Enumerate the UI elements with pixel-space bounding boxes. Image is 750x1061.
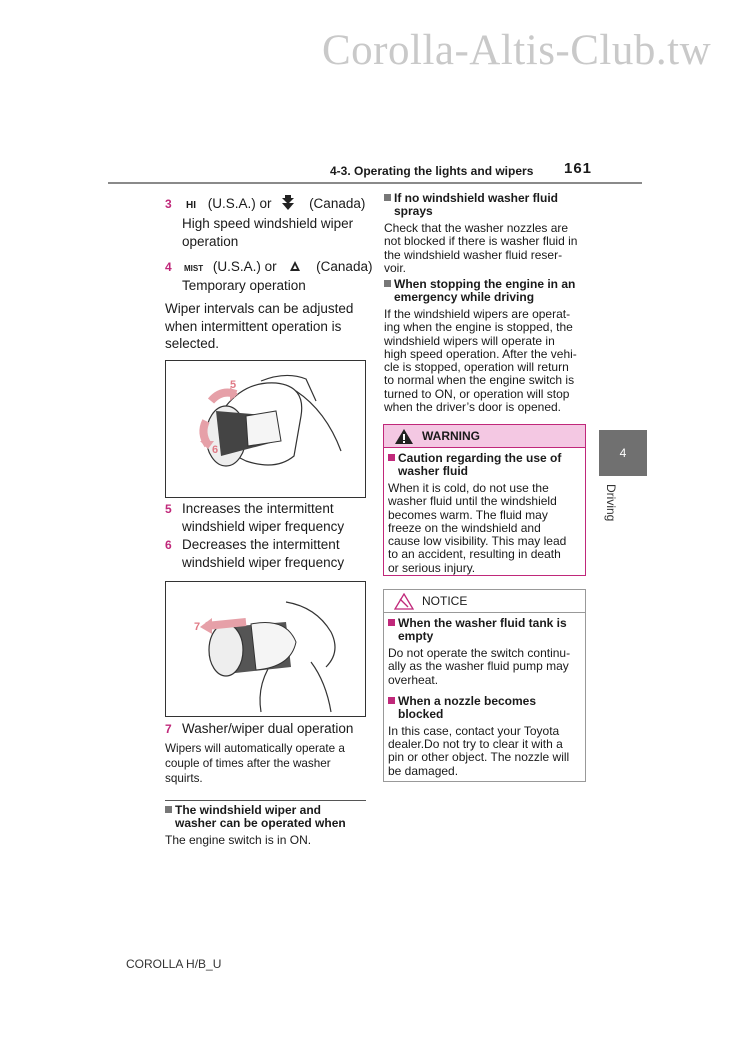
section-title: 4-3. Operating the lights and wipers — [330, 164, 534, 178]
warning-header — [384, 425, 585, 448]
bullet-square — [388, 454, 395, 461]
section-rule — [165, 800, 366, 801]
hi-symbol: HI — [186, 200, 196, 211]
hand-lever-drawing — [166, 361, 365, 497]
fig-label-6: 6 — [212, 444, 219, 456]
chapter-number: 4 — [619, 446, 627, 460]
stopping-heading: When stopping the engine in an emergency while driving — [384, 278, 575, 304]
notice-nozzle-heading: When a nozzle becomes blocked — [384, 687, 585, 721]
header-rule — [108, 182, 642, 184]
notice-box — [383, 589, 586, 782]
page-number: 161 — [564, 160, 593, 177]
hand-lever-pull-drawing — [166, 582, 365, 716]
wiper-adjust-illustration — [165, 360, 366, 498]
item-line: Increases the intermittent — [182, 501, 334, 516]
item-3-canada: (Canada) — [309, 196, 366, 211]
item-line: Decreases the intermittent — [182, 537, 340, 552]
fast-wiper-icon — [281, 195, 295, 211]
item-6-text — [182, 536, 344, 571]
bullet-square — [388, 697, 395, 704]
item-number: 7 — [165, 722, 172, 736]
item-line: windshield wiper frequency — [182, 554, 345, 570]
notice-title: NOTICE — [422, 594, 468, 608]
paragraph-line: selected. — [165, 336, 220, 351]
item-3-desc-1: High speed windshield wiper — [182, 216, 354, 231]
mist-triangle-icon — [289, 260, 301, 272]
notice-tank-heading: When the washer fluid tank is empty — [384, 613, 585, 643]
item-line: windshield wiper frequency — [182, 518, 345, 534]
washer-illustration — [165, 581, 366, 717]
bullet-square — [384, 194, 391, 201]
note-line: squirts. — [165, 772, 203, 785]
note-line: couple of times after the washer — [165, 757, 331, 770]
no-fluid-text: Check that the washer nozzles are not blocked if there is washer fluid in the windshield washer fluid reser- voir. — [384, 221, 578, 275]
notice-tank-text: Do not operate the switch continu- ally as the washer fluid pump may overheat. — [388, 646, 571, 687]
warning-box — [383, 424, 586, 576]
operated-text: The engine switch is in ON. — [165, 833, 312, 847]
fig-label-5: 5 — [230, 379, 237, 391]
item-number: 3 — [165, 197, 172, 211]
bullet-square — [384, 280, 391, 287]
stopping-text: If the windshield wipers are operat- ing when the engine is stopped, the windshield wipers will operate in high speed operation. After the vehi- cle is stopped, operation will return to normal when the engine switch is turned to ON, or operation will stop when the driver’s door is opened. — [384, 307, 577, 415]
bullet-square — [165, 806, 172, 813]
chapter-tab — [599, 430, 647, 476]
warning-triangle-icon — [394, 428, 414, 445]
item-3-usa: (U.S.A.) or — [207, 196, 272, 211]
mist-symbol: MIST — [184, 264, 204, 273]
notice-triangle-icon — [394, 593, 414, 610]
item-4-line — [182, 258, 372, 278]
footer-model-code: COROLLA H/B_U — [126, 957, 222, 971]
item-number: 4 — [165, 260, 172, 274]
item-4-desc: Temporary operation — [182, 278, 306, 293]
watermark: Corolla-Altis-Club.tw — [322, 27, 712, 74]
notice-header — [384, 590, 585, 613]
notice-nozzle-text: In this case, contact your Toyota dealer.Do not try to clear it with a pin or other object. The nozzle will be damaged. — [388, 723, 570, 778]
interval-paragraph — [165, 300, 365, 353]
fig-label-7: 7 — [194, 621, 201, 633]
item-4-canada: (Canada) — [316, 259, 373, 274]
no-fluid-heading: If no windshield washer fluid sprays — [384, 192, 558, 218]
item-number: 5 — [165, 502, 172, 516]
paragraph-line: when intermittent operation is — [165, 318, 342, 334]
warning-title: WARNING — [422, 429, 480, 443]
warning-subheading: Caution regarding the use of washer fluid — [384, 448, 585, 478]
item-3-desc-2: operation — [182, 234, 239, 249]
warning-text: When it is cold, do not use the washer fluid until the windshield becomes warm. The fluid may freeze on the windshield and cause low visibility. This may lead to an accident, resulting in death or serious injury. — [388, 481, 567, 575]
chapter-label-text: Driving — [604, 484, 618, 522]
item-4-usa: (U.S.A.) or — [212, 259, 277, 274]
item-7-text: Washer/wiper dual operation — [182, 721, 354, 736]
item-number: 6 — [165, 538, 172, 552]
item-5-text — [182, 500, 344, 535]
chapter-label — [596, 484, 620, 534]
bullet-square — [388, 619, 395, 626]
note-line: Wipers will automatically operate a — [165, 742, 345, 755]
item-3-line — [182, 195, 365, 215]
item-7-note — [165, 741, 345, 786]
paragraph-line: Wiper intervals can be adjusted — [165, 301, 354, 316]
operated-heading: The windshield wiper and washer can be operated when — [165, 804, 346, 830]
